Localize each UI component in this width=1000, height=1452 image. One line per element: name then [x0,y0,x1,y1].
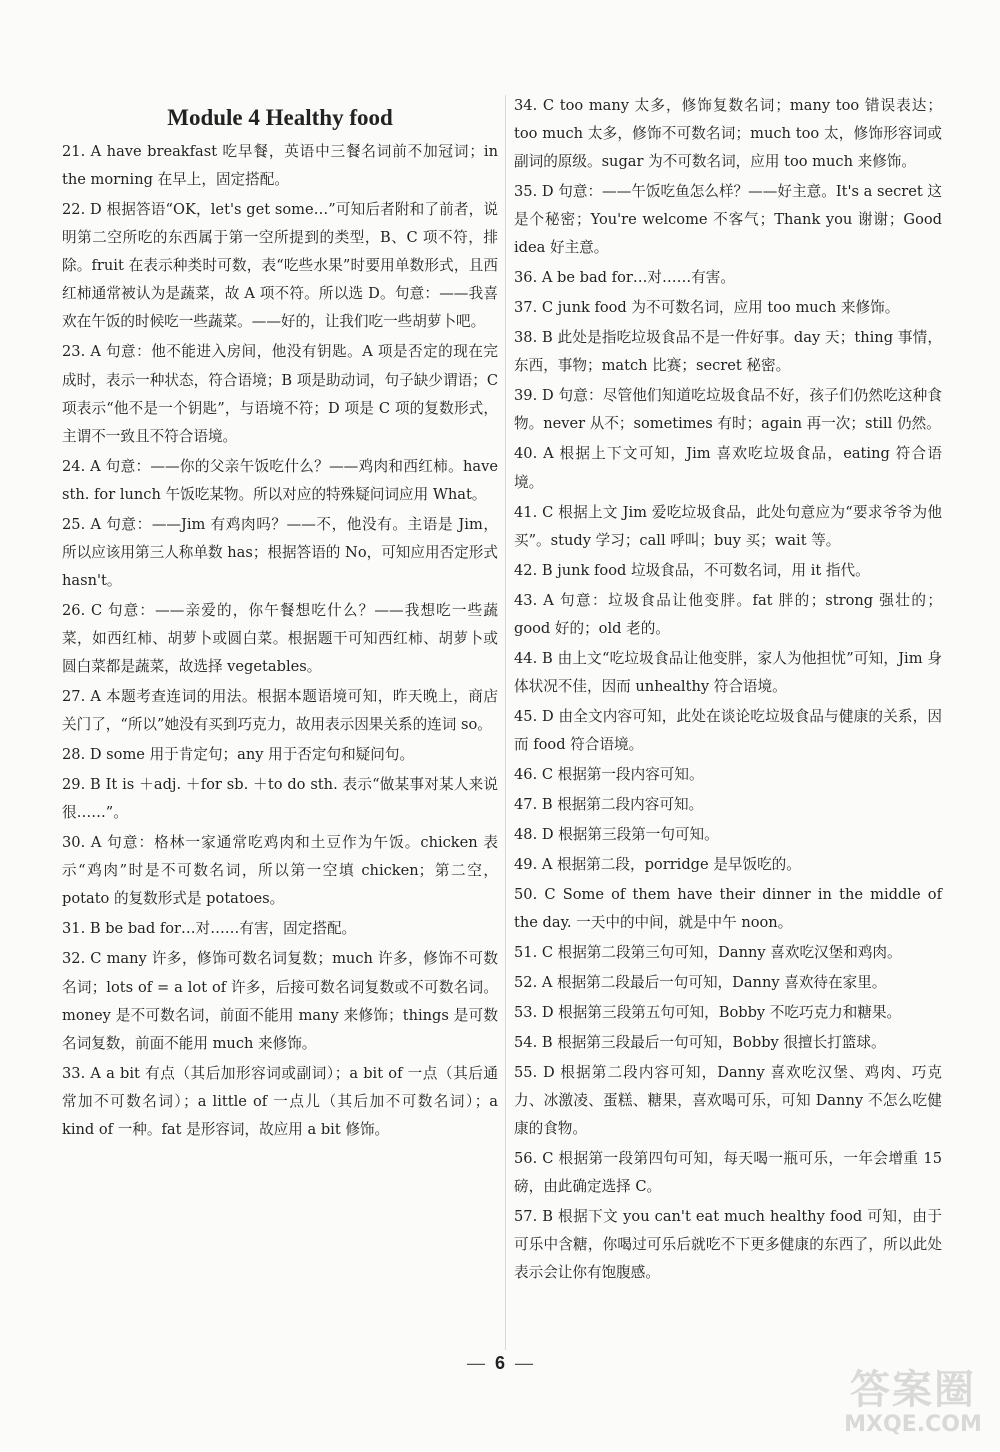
answer-item: 56. C 根据第一段第四句可知，每天喝一瓶可乐，一年会增重 15 磅，由此确定选择 C。 [514,1149,942,1196]
right-answer-list [514,92,942,1287]
module-title: Module 4 Healthy food [167,105,393,130]
watermark-text-cn: 答案圈 [850,1367,976,1413]
answer-item: 35. D 句意：——午饭吃鱼怎么样？——好主意。It's a secret 这是个秘密；You're welcome 不客气；Thank you 谢谢；Good idea 好主意。 [514,183,942,257]
left-column [62,92,498,1146]
right-column [514,92,942,1289]
answer-item: 47. B 根据第二段内容可知。 [514,795,704,813]
answer-item: 27. A 本题考查连词的用法。根据本题语境可知，昨天晚上，商店关门了，“所以”她没有买到巧克力，故用表示因果关系的连词 so。 [62,688,498,734]
watermark-text-url: MXQE.COM [844,1412,982,1437]
answer-item: 45. D 由全文内容可知，此处在谈论吃垃圾食品与健康的关系，因而 food 符合语境。 [514,707,942,753]
answer-item: 33. A a bit 有点（其后加形容词或副词）；a bit of 一点（其后通常加不可数名词）；a little of 一点儿（其后加不可数名词）；a kind of 一种。fat 是形容词，故应用 a bit 修饰。 [62,1064,498,1138]
answer-item: 36. A be bad for…对……有害。 [514,269,735,287]
answer-item: 50. C Some of them have their dinner in the middle of the day. 一天中的中间，就是中午 noon。 [514,885,942,931]
answer-item: 57. B 根据下文 you can't eat much healthy food 可知，由于可乐中含糖，你喝过可乐后就吃不下更多健康的东西了，所以此处表示会让你有饱腹感。 [514,1208,942,1282]
answer-item: 25. A 句意：——Jim 有鸡肉吗？——不，他没有。主语是 Jim，所以应该用第三人称单数 has；根据答语的 No，可知应用否定形式 hasn't。 [62,515,498,589]
answer-item: 37. C junk food 为不可数名词，应用 too much 来修饰。 [514,299,900,317]
page-number: 6 [494,1353,505,1373]
column-divider [505,95,506,1350]
answer-item: 22. D 根据答语“OK，let's get some…”可知后者附和了前者，说明第二空所吃的东西属于第一空所提到的类型，B、C 项不符，排除。fruit 在表示种类时可数，表“吃些水果”时要用单数形式，且西红柿通常被认为是蔬菜，故 A 项不符。所以选 D。句意：——我喜欢在午饭的时候吃一些蔬菜。——好的，让我们吃一些胡萝卜吧。 [62,201,498,331]
answer-item: 24. A 句意：——你的父亲午饭吃什么？——鸡肉和西红柿。have sth. for lunch 午饭吃某物。所以对应的特殊疑问词应用 What。 [62,457,498,503]
answer-item: 28. D some 用于肯定句；any 用于否定句和疑问句。 [62,746,415,764]
footer-dash-left: — [466,1353,485,1373]
answer-item: 40. A 根据上下文可知，Jim 喜欢吃垃圾食品，eating 符合语境。 [514,445,942,491]
footer-dash-right: — [515,1353,533,1373]
left-answer-list [62,138,498,1144]
answer-item: 48. D 根据第三段第一句可知。 [514,825,719,843]
answer-item: 31. B be bad for…对……有害，固定搭配。 [62,920,357,938]
answer-item: 23. A 句意：他不能进入房间，他没有钥匙。A 项是否定的现在完成时，表示一种状态，符合语境；B 项是助动词，句子缺少谓语；C 项表示“他不是一个钥匙”，与语境不符；D 项是 C 项的复数形式，主谓不一致且不符合语境。 [62,343,498,445]
answer-item: 42. B junk food 垃圾食品，不可数名词，用 it 指代。 [514,561,870,579]
answer-item: 34. C too many 太多，修饰复数名词；many too 错误表达；too much 太多，修饰不可数名词；much too 太，修饰形容词或副词的原级。sugar 为不可数名词，应用 too much 来修饰。 [514,97,942,171]
answer-item: 49. A 根据第二段，porridge 是早饭吃的。 [514,855,801,873]
answer-item: 26. C 句意：——亲爱的，你午餐想吃什么？——我想吃一些蔬菜，如西红柿、胡萝卜或圆白菜。根据题干可知西红柿、胡萝卜或圆白菜都是蔬菜，故选择 vegetables。 [62,601,498,676]
answer-item: 54. B 根据第三段最后一句可知，Bobby 很擅长打篮球。 [514,1033,886,1051]
answer-item: 32. C many 许多，修饰可数名词复数；much 许多，修饰不可数名词；lots of = a lot of 许多，后接可数名词复数或不可数名词。money 是不可数名词，前面不能用 many 来修饰；things 是可数名词复数，前面不能用 much 来修饰。 [62,950,498,1052]
answer-item: 55. D 根据第二段内容可知，Danny 喜欢吃汉堡、鸡肉、巧克力、冰激凌、蛋糕、糖果，喜欢喝可乐，可知 Danny 不怎么吃健康的食物。 [514,1063,942,1137]
answer-item: 21. A have breakfast 吃早餐，英语中三餐名词前不加冠词；in the morning 在早上，固定搭配。 [62,143,498,189]
answer-item: 53. D 根据第三段第五句可知，Bobby 不吃巧克力和糖果。 [514,1003,902,1021]
answer-item: 52. A 根据第二段最后一句可知，Danny 喜欢待在家里。 [514,973,887,991]
answer-item: 44. B 由上文“吃垃圾食品让他变胖，家人为他担忧”可知，Jim 身体状况不佳，因而 unhealthy 符合语境。 [514,649,942,695]
answer-item: 39. D 句意：尽管他们知道吃垃圾食品不好，孩子们仍然吃这种食物。never 从不；sometimes 有时；again 再一次；still 仍然。 [514,387,942,433]
watermark-logo [838,1368,988,1446]
answer-item: 51. C 根据第二段第三句可知，Danny 喜欢吃汉堡和鸡肉。 [514,943,902,961]
answer-item: 38. B 此处是指吃垃圾食品不是一件好事。day 天；thing 事情，东西，事物；match 比赛；secret 秘密。 [514,329,942,375]
answer-item: 43. A 句意：垃圾食品让他变胖。fat 胖的；strong 强壮的；good 好的；old 老的。 [514,591,942,637]
answer-item: 29. B It is ＋adj. ＋for sb. ＋to do sth. 表示“做某事对某人来说很……”。 [62,776,498,822]
answer-item: 30. A 句意：格林一家通常吃鸡肉和土豆作为午饭。chicken 表示“鸡肉”时是不可数名词，所以第一空填 chicken；第二空，potato 的复数形式是 potatoes。 [62,834,498,908]
answer-item: 41. C 根据上文 Jim 爱吃垃圾食品，此处句意应为“要求爷爷为他买”。study 学习；call 呼叫；buy 买；wait 等。 [514,503,942,549]
answer-item: 46. C 根据第一段内容可知。 [514,765,704,783]
